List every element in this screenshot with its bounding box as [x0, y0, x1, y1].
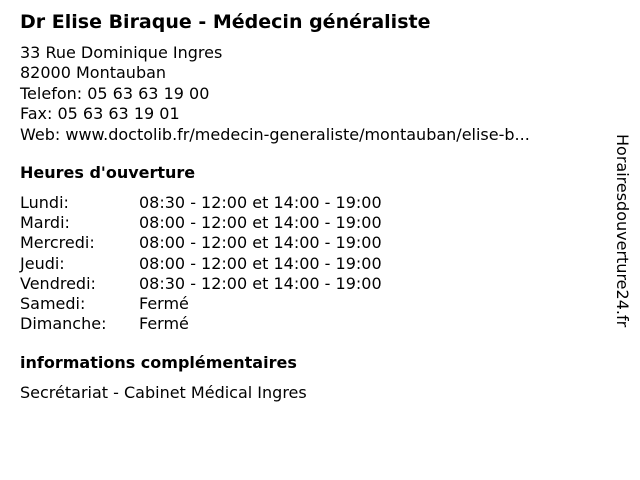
city-address: 82000 Montauban [20, 63, 167, 83]
day-label: Mardi: [20, 213, 70, 233]
day-hours: 08:00 - 12:00 et 14:00 - 19:00 [139, 253, 382, 273]
hours-heading: Heures d'ouverture [20, 163, 196, 182]
info-text: Secrétariat - Cabinet Médical Ingres [20, 383, 307, 402]
day-hours: Fermé [139, 293, 189, 313]
day-label: Samedi: [20, 293, 86, 313]
street-address: 33 Rue Dominique Ingres [20, 43, 223, 62]
day-hours: 08:00 - 12:00 et 14:00 - 19:00 [139, 213, 382, 233]
day-hours: 08:30 - 12:00 et 14:00 - 19:00 [139, 193, 382, 212]
day-label: Vendredi: [20, 273, 96, 293]
website-link[interactable]: Web: www.doctolib.fr/medecin-generaliste/montauban/elise-b... [20, 124, 530, 144]
day-hours: 08:30 - 12:00 et 14:00 - 19:00 [139, 273, 382, 293]
fax-number: Fax: 05 63 63 19 01 [20, 104, 180, 124]
day-hours: Fermé [139, 314, 189, 334]
day-label: Dimanche: [20, 314, 107, 334]
site-watermark: Horairesdouverture24.fr [613, 134, 632, 328]
day-label: Jeudi: [20, 253, 65, 273]
info-heading: informations complémentaires [20, 353, 297, 372]
day-label: Mercredi: [20, 233, 95, 253]
day-hours: 08:00 - 12:00 et 14:00 - 19:00 [139, 233, 382, 253]
page-title: Dr Elise Biraque - Médecin généraliste [20, 11, 431, 33]
contact-block [20, 43, 530, 145]
day-label: Lundi: [20, 193, 69, 212]
phone-number: Telefon: 05 63 63 19 00 [20, 83, 210, 103]
